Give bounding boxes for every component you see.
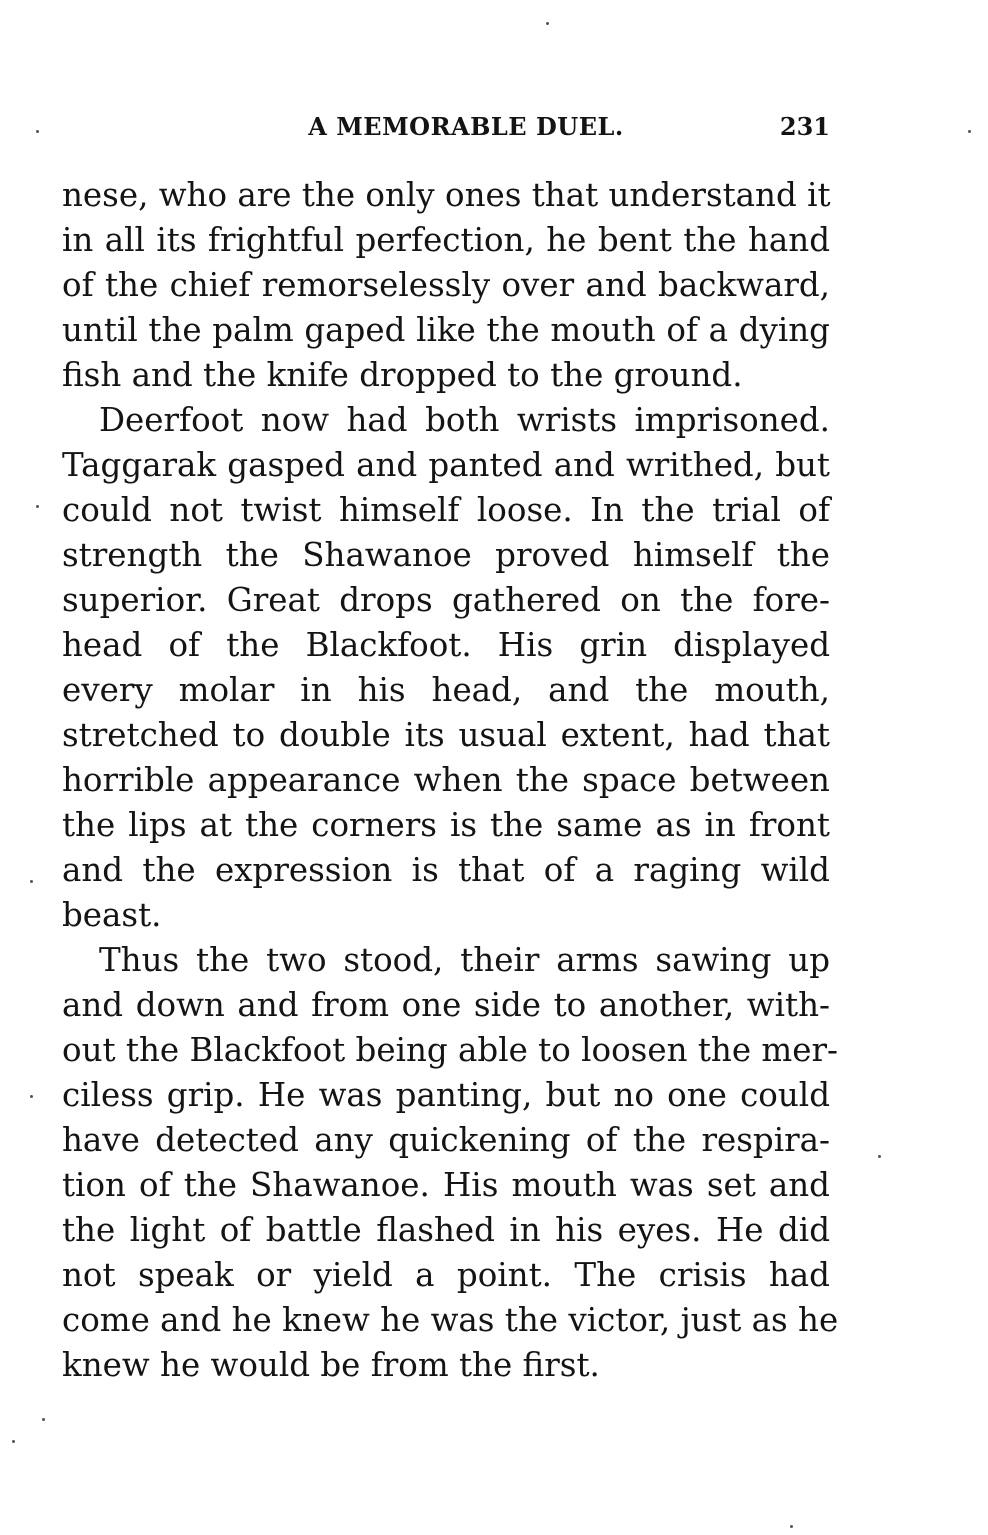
text-line: Deerfoot now had both wrists imprisoned. — [99, 401, 830, 439]
text-line: in all its frightful perfection, he bent the hand — [62, 221, 830, 259]
scan-speck — [42, 1418, 45, 1421]
text-line: fish and the knife dropped to the ground. — [62, 356, 743, 394]
text-line: not speak or yield a point. The crisis had — [62, 1256, 830, 1294]
text-line: tion of the Shawanoe. His mouth was set and — [62, 1166, 830, 1204]
scan-speck — [12, 1440, 15, 1443]
running-title: A MEMORABLE DUEL. — [308, 112, 624, 141]
text-line: nese, who are the only ones that understand it — [62, 176, 831, 214]
text-line: have detected any quickening of the respira- — [62, 1121, 830, 1159]
body-text — [62, 173, 839, 1388]
text-line: out the Blackfoot being able to loosen the mer- — [62, 1031, 838, 1069]
scan-speck — [878, 1155, 881, 1158]
scan-speck — [36, 130, 39, 133]
scan-speck — [36, 505, 39, 508]
text-line: superior. Great drops gathered on the fore- — [62, 581, 830, 619]
scan-speck — [968, 130, 971, 133]
text-line: stretched to double its usual extent, had that — [62, 716, 830, 754]
text-line: strength the Shawanoe proved himself the — [62, 536, 830, 574]
text-line: could not twist himself loose. In the trial of — [62, 491, 830, 529]
scan-speck — [30, 1095, 33, 1098]
text-line: ciless grip. He was panting, but no one could — [62, 1076, 830, 1114]
text-line: beast. — [62, 896, 162, 934]
text-line: every molar in his head, and the mouth, — [62, 671, 830, 709]
text-line: the light of battle flashed in his eyes. He did — [62, 1211, 830, 1249]
running-head — [62, 112, 830, 152]
scan-speck — [546, 22, 549, 25]
scan-speck — [790, 1525, 793, 1528]
text-line: head of the Blackfoot. His grin displayed — [62, 626, 830, 664]
text-line: horrible appearance when the space between — [62, 761, 830, 799]
text-line: knew he would be from the first. — [62, 1346, 600, 1384]
text-line: of the chief remorselessly over and backward, — [62, 266, 830, 304]
text-line: Thus the two stood, their arms sawing up — [99, 941, 830, 979]
text-line: come and he knew he was the victor, just as he — [62, 1301, 839, 1339]
page-number: 231 — [779, 112, 830, 141]
text-line: the lips at the corners is the same as in front — [62, 806, 830, 844]
scan-speck — [30, 880, 33, 883]
text-line: until the palm gaped like the mouth of a dying — [62, 311, 830, 349]
text-line: and the expression is that of a raging wild — [62, 851, 830, 889]
text-line: Taggarak gasped and panted and writhed, but — [62, 446, 830, 484]
text-line: and down and from one side to another, with- — [62, 986, 830, 1024]
